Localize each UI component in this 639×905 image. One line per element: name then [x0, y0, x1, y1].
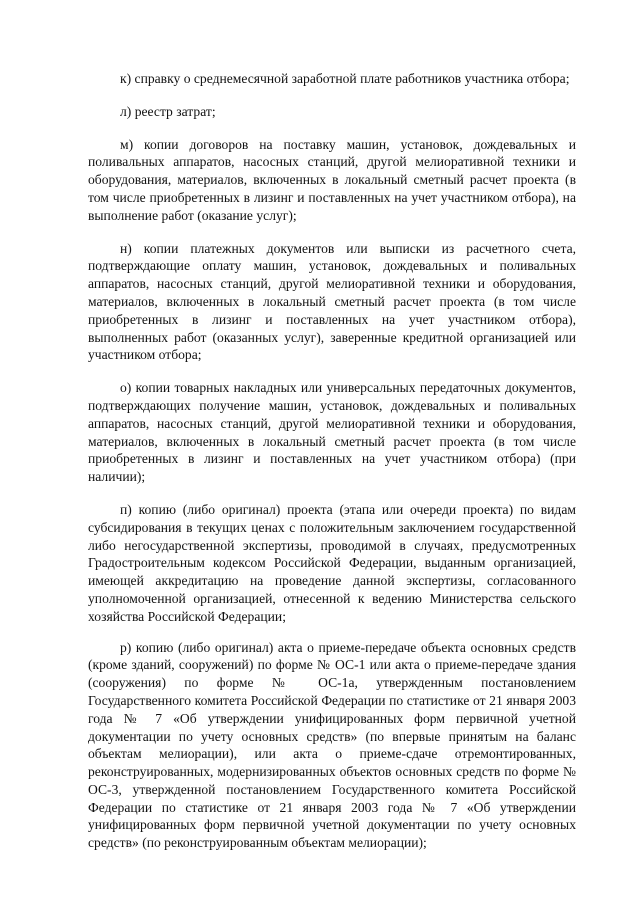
- paragraph-m: м) копии договоров на поставку машин, установок, дождевальных и поливальных аппаратов, насосных станций, другой мелиоративной техники и оборудования, материалов, включенных в локальный сметный расчет проекта (в том числе приобретенных в лизинг и поставленных на учет участником отбора), на выполнение работ (оказание услуг);: [88, 136, 576, 223]
- document-body: [88, 70, 576, 867]
- paragraph-l: л) реестр затрат;: [120, 103, 216, 119]
- paragraph-o: о) копии товарных накладных или универсальных передаточных документов, подтверждающих получение машин, установок, дождевальных и поливальных аппаратов, насосных станций, другой мелиоративной техники и оборудования, материалов, включенных в локальный сметный расчет проекта (в том числе приобретенных в лизинг и поставленных на учет участником отбора) (при наличии);: [88, 380, 576, 485]
- paragraph-r: р) копию (либо оригинал) акта о приеме-передаче объекта основных средств (кроме зданий, сооружений) по форме № ОС-1 или акта о приеме-передаче здания (сооружения) по форме № ОС-1а, утвержденным постановлением Государственного комитета Российской Федерации по статистике от 21 января 2003 года № 7 «Об утверждении унифицированных форм первичной учетной документации по учету основных средств» (по впервые принятым на баланс объектам мелиорации), или акта о приеме-сдаче отремонтированных, реконструированных, модернизированных объектов основных средств по форме № ОС-3, утвержденной постановлением Государственного комитета Российской Федерации по статистике от 21 января 2003 года № 7 «Об утверждении унифицированных форм первичной учетной документации по учету основных средств» (по реконструированным объектам мелиорации);: [88, 639, 576, 851]
- paragraph-p: п) копию (либо оригинал) проекта (этапа или очереди проекта) по видам субсидирования в текущих ценах с положительным заключением государственной либо негосударственной экспертизы, проводимой в случаях, предусмотренных Градостроительным кодексом Российской Федерации, выданным организацией, имеющей аккредитацию на проведение данной экспертизы, согласованного уполномоченной организацией, отнесенной к ведению Министерства сельского хозяйства Российской Федерации;: [88, 501, 576, 624]
- paragraph-k: к) справку о среднемесячной заработной плате работников участника отбора;: [120, 71, 570, 86]
- paragraph-n: н) копии платежных документов или выписки из расчетного счета, подтверждающие оплату машин, установок, дождевальных и поливальных аппаратов, насосных станций, другой мелиоративной техники и оборудования, материалов, включенных в локальный сметный расчет проекта (в том числе приобретенных в лизинг и поставленных на учет участником отбора), выполненных работ (оказанных услуг), заверенные кредитной организацией или участником отбора;: [88, 240, 576, 363]
